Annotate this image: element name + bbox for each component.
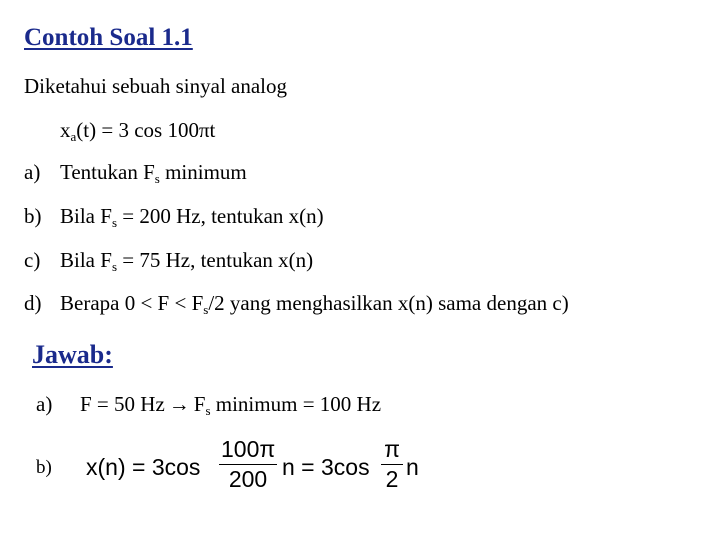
question-label: d) xyxy=(24,291,42,315)
question-sub: s xyxy=(154,171,160,186)
fraction-bar xyxy=(219,464,277,465)
question-sub: s xyxy=(203,302,209,317)
fraction-numerator: π xyxy=(384,436,400,462)
question-text-rest: /2 yang menghasilkan x(n) sama dengan c) xyxy=(208,291,569,315)
question-label: a) xyxy=(24,160,41,184)
fraction-denominator: 2 xyxy=(385,466,399,492)
question-text: Bila F xyxy=(60,248,112,272)
answer-b-tail: n xyxy=(406,454,419,480)
answer-a xyxy=(36,392,381,419)
answer-heading: Jawab: xyxy=(32,340,113,369)
question-text: Bila F xyxy=(60,204,112,228)
fraction-pi-over-2 xyxy=(381,436,403,493)
fraction-bar xyxy=(381,464,403,465)
signal-sub: a xyxy=(70,129,77,144)
page-title: Contoh Soal 1.1 xyxy=(24,24,193,51)
question-text-rest: minimum xyxy=(159,160,247,184)
arrow-right-icon: → xyxy=(168,392,190,416)
fraction-100pi-over-200 xyxy=(219,436,277,493)
question-label: b) xyxy=(24,204,42,228)
question-text-rest: = 200 Hz, tentukan x(n) xyxy=(117,204,324,228)
signal-definition xyxy=(60,118,215,145)
given-intro: Diketahui sebuah sinyal analog xyxy=(24,74,288,98)
question-label: c) xyxy=(24,248,41,272)
answer-b-middle: n = 3cos xyxy=(282,454,370,480)
question-text: Berapa 0 < F < F xyxy=(60,291,204,315)
answer-a-sub: s xyxy=(205,403,211,418)
answer-label: a) xyxy=(36,392,53,416)
signal-var: x xyxy=(60,118,71,142)
fraction-denominator: 200 xyxy=(228,466,268,492)
question-text-rest: = 75 Hz, tentukan x(n) xyxy=(117,248,314,272)
question-b xyxy=(24,204,324,231)
question-c xyxy=(24,248,313,275)
question-sub: s xyxy=(111,259,117,274)
question-a xyxy=(24,160,247,187)
signal-expression: (t) = 3 cos 100πt xyxy=(76,118,216,142)
answer-a-frequency: F = 50 Hz xyxy=(80,392,165,416)
question-d xyxy=(24,291,569,318)
answer-b-lhs: x(n) = 3cos xyxy=(86,454,201,480)
answer-a-result: minimum = 100 Hz xyxy=(210,392,382,416)
answer-b-label: b) xyxy=(36,457,52,478)
question-sub: s xyxy=(111,215,117,230)
answer-a-fs: F xyxy=(193,392,206,416)
question-text: Tentukan F xyxy=(60,160,155,184)
fraction-numerator: 100π xyxy=(221,436,276,462)
